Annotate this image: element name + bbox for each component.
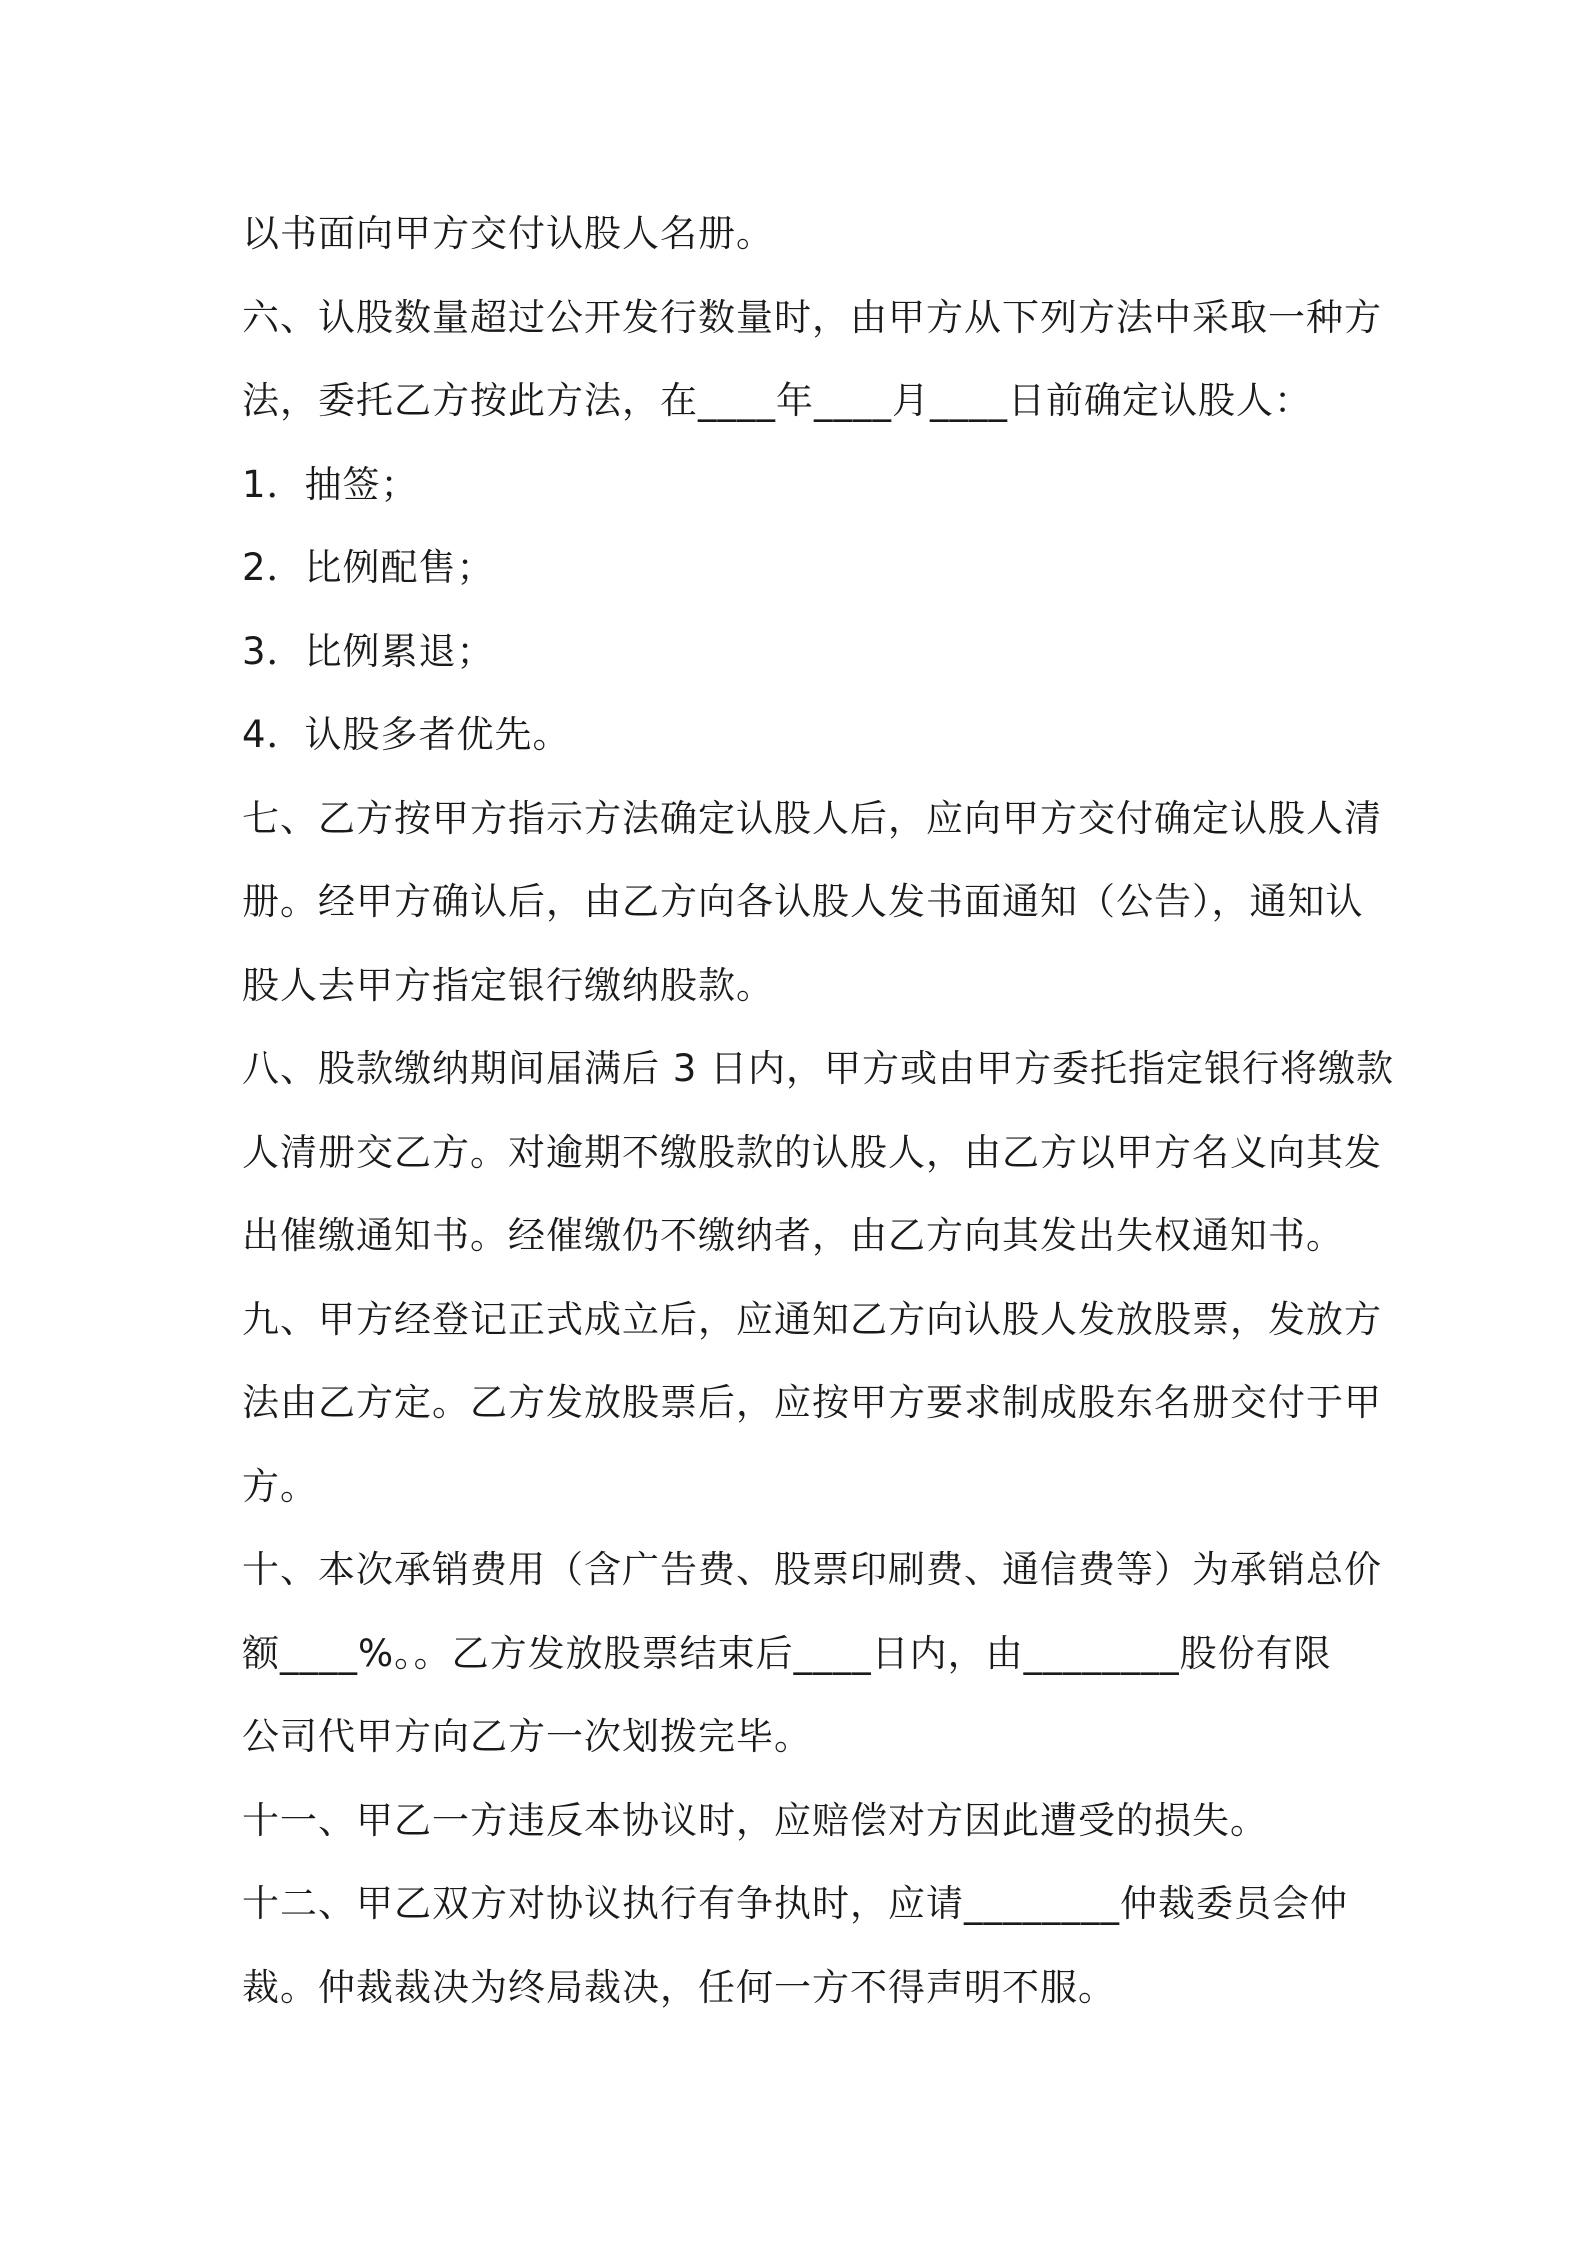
text-line: 1．抽签； <box>242 462 419 506</box>
text-line: 八、股款缴纳期间届满后 3 日内，甲方或由甲方委托指定银行将缴款 <box>242 1047 1395 1090</box>
text-line: 股人去甲方指定银行缴纳股款。 <box>242 963 774 1007</box>
text-line: 册。经甲方确认后，由乙方向各认股人发书面通知（公告），通知认 <box>242 880 1364 923</box>
text-line: 九、甲方经登记正式成立后，应通知乙方向认股人发放股票，发放方 <box>242 1297 1382 1341</box>
text-line: 额____%。。乙方发放股票结束后____日内，由________股份有限 <box>242 1631 1332 1675</box>
text-line: 方。 <box>242 1464 318 1508</box>
text-line: 3．比例累退； <box>242 629 495 673</box>
text-line: 七、乙方按甲方指示方法确定认股人后，应向甲方交付确定认股人清 <box>242 796 1382 840</box>
text-line: 以书面向甲方交付认股人名册。 <box>242 212 774 255</box>
text-line: 法，委托乙方按此方法，在____年____月____日前确定认股人： <box>242 379 1312 422</box>
text-line: 六、认股数量超过公开发行数量时，由甲方从下列方法中采取一种方 <box>242 295 1382 339</box>
text-line: 十二、甲乙双方对协议执行有争执时，应请________仲裁委员会仲 <box>242 1882 1348 1925</box>
text-line: 裁。仲裁裁决为终局裁决，任何一方不得声明不服。 <box>242 1965 1116 2009</box>
text-line: 出催缴通知书。经催缴仍不缴纳者，由乙方向其发出失权通知书。 <box>242 1214 1344 1257</box>
text-line: 2．比例配售； <box>242 546 495 589</box>
document-body <box>242 192 1395 2029</box>
text-line: 十一、甲乙一方违反本协议时，应赔偿对方因此遭受的损失。 <box>242 1798 1268 1842</box>
text-line: 人清册交乙方。对逾期不缴股款的认股人，由乙方以甲方名义向其发 <box>242 1130 1382 1174</box>
text-line: 法由乙方定。乙方发放股票后，应按甲方要求制成股东名册交付于甲 <box>242 1381 1382 1424</box>
text-line: 十、本次承销费用（含广告费、股票印刷费、通信费等）为承销总价 <box>242 1548 1382 1591</box>
text-line: 4．认股多者优先。 <box>242 713 571 756</box>
text-line: 公司代甲方向乙方一次划拨完毕。 <box>242 1715 812 1758</box>
